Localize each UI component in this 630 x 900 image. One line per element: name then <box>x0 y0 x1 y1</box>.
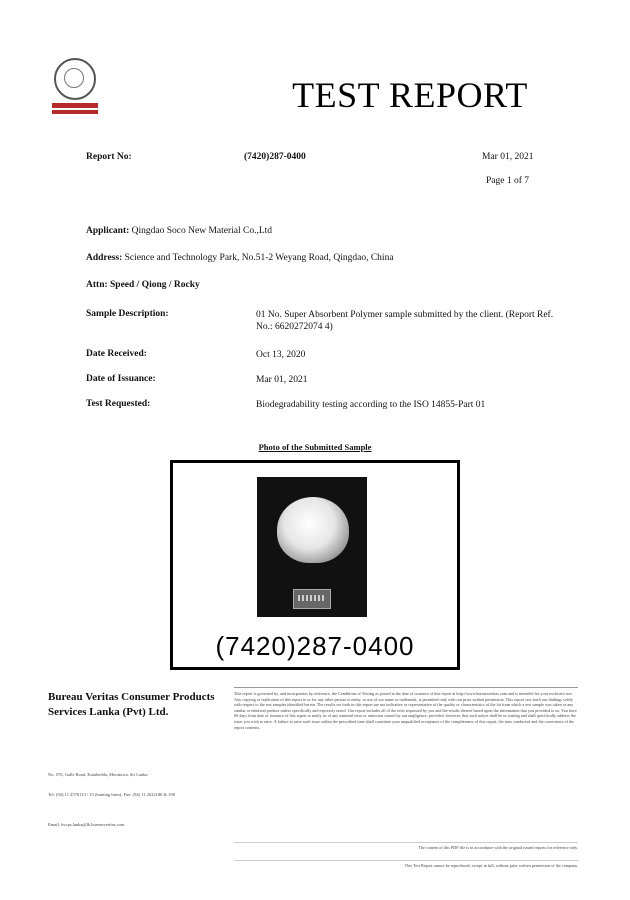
logo-band <box>52 103 98 108</box>
bottom-note: This Test Report cannot be reproduced, except in full, without prior written permission of the company. <box>234 860 578 868</box>
company-address: No. 570, Galle Road, Katubedda, Moratuwa, Sri Lanka <box>48 772 148 777</box>
attn-row: Attn: Speed / Qiong / Rocky <box>86 280 200 290</box>
field-value: 01 No. Super Absorbent Polymer sample submitted by the client. (Report Ref. No.: 6620272074 4) <box>256 310 554 332</box>
report-no-value: (7420)287-0400 <box>244 152 306 162</box>
field-value: Mar 01, 2021 <box>256 375 308 385</box>
bureau-veritas-logo <box>52 58 98 120</box>
company-phone: Tel: (94) 11 2576113 / 15 (hunting lines), Fax: (94) 11 2622186 & 198 <box>48 792 175 797</box>
sample-label-tag <box>293 589 331 609</box>
page-indicator: Page 1 of 7 <box>486 176 530 186</box>
address-row <box>86 253 394 263</box>
seal-icon <box>54 58 96 100</box>
photo-title: Photo of the Submitted Sample <box>258 442 372 452</box>
field-label: Date of Issuance: <box>86 374 156 384</box>
applicant-label: Applicant: <box>86 226 130 236</box>
field-label: Sample Description: <box>86 309 169 319</box>
applicant-value: Qingdao Soco New Material Co.,Ltd <box>131 226 273 236</box>
page-title: TEST REPORT <box>292 75 528 115</box>
logo-band <box>52 110 98 114</box>
sample-photo <box>257 477 367 617</box>
powder-sample <box>277 497 349 563</box>
applicant-row <box>86 226 272 236</box>
sample-photo-frame <box>170 460 460 670</box>
address-label: Address: <box>86 253 123 263</box>
disclaimer-text: This report is governed by, and incorporates by reference, the Conditions of Testing as posted at the date of issuance of this report at http://www.bureauveritas.com and is intended for your exclusive use. Any copying or replication of this report to or for any other person or entity, or use of our name or trademark, is permitted only with our prior written permission. This report sets forth our findings solely with respect to the test samples identified herein. The results set forth in this report are not indicative or representative of the quality or characteristics of the lot from which a test sample was taken or any similar or identical product unless specifically and expressly noted. Our report includes all of the tests requested by you and the results thereof based upon the information that you provided to us. You have 60 days from date of issuance of this report to notify us of any material error or omission caused by our negligence; provided, however, that such notice shall be in writing and shall specifically address the issue you wish to raise. A failure to raise such issue within the prescribed time shall constitute your unqualified acceptance of the completeness of this report, the tests conducted and the correctness of the report contents. <box>234 687 578 730</box>
report-no-label: Report No: <box>86 152 132 162</box>
photo-caption: (7420)287-0400 <box>215 631 415 661</box>
field-label: Test Requested: <box>86 399 151 409</box>
field-value: Oct 13, 2020 <box>256 350 306 360</box>
company-email: Email: bvcps.lanka@lk.bureauveritas.com <box>48 822 125 827</box>
bottom-note: The content of this PDF file is in accordance with the original issued reports for reference only. <box>234 842 578 850</box>
report-date: Mar 01, 2021 <box>482 152 534 162</box>
field-value: Biodegradability testing according to the ISO 14855-Part 01 <box>256 400 486 410</box>
field-label: Date Received: <box>86 349 147 359</box>
company-name: Bureau Veritas Consumer Products Services Lanka (Pvt) Ltd. <box>48 691 215 718</box>
address-value: Science and Technology Park, No.51-2 Weyang Road, Qingdao, China <box>124 253 394 263</box>
